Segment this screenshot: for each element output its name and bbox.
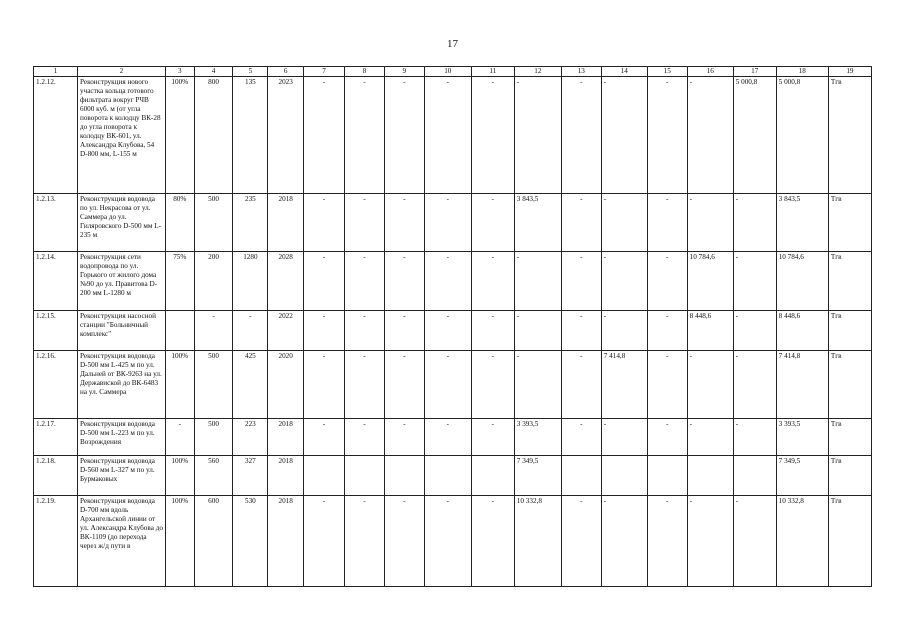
value-cell: - [601,77,647,194]
row-number-cell: 1.2.16. [34,351,78,419]
value-cell: 2018 [268,194,304,252]
value-cell: - [561,419,601,456]
column-number-4: 4 [194,67,233,77]
column-number-2: 2 [77,67,165,77]
value-cell [687,456,733,496]
value-cell: - [344,351,384,419]
value-cell: 5 000,8 [733,77,776,194]
value-cell: 10 784,6 [687,252,733,311]
value-cell: 235 [233,194,268,252]
value-cell: Тгв [828,311,871,351]
value-cell: - [233,311,268,351]
value-cell: - [601,252,647,311]
value-cell: - [561,194,601,252]
value-cell: - [561,496,601,587]
value-cell: 10 332,8 [776,496,828,587]
value-cell [601,456,647,496]
value-cell: - [733,311,776,351]
value-cell: - [344,194,384,252]
description-cell: Реконструкция водовода D-700 мм вдоль Архангельской линии от ул. Александра Клубова до ВК-1109 (до перехода через ж/д пути в [77,496,165,587]
column-number-6: 6 [268,67,304,77]
value-cell: - [384,496,424,587]
value-cell: - [647,194,687,252]
value-cell: 100% [165,496,194,587]
value-cell: - [384,419,424,456]
value-cell: - [647,311,687,351]
value-cell: - [424,252,471,311]
description-cell: Реконструкция сети водопровода по ул. Горького от жилого дома №90 до ул. Правитова D-200 мм L-1280 м [77,252,165,311]
table-row [34,419,872,456]
description-cell: Реконструкция водовода по ул. Некрасова от ул. Саммера до ул. Гиляровского D-500 мм L-235 м [77,194,165,252]
value-cell: 425 [233,351,268,419]
value-cell: - [471,77,514,194]
value-cell: - [561,351,601,419]
value-cell: - [471,496,514,587]
value-cell: 530 [233,496,268,587]
value-cell: - [471,351,514,419]
row-number-cell: 1.2.13. [34,194,78,252]
value-cell: 600 [194,496,233,587]
value-cell [384,456,424,496]
value-cell: 2022 [268,311,304,351]
value-cell: 135 [233,77,268,194]
column-number-16: 16 [687,67,733,77]
value-cell: - [471,194,514,252]
value-cell: - [687,419,733,456]
value-cell: 7 349,5 [514,456,561,496]
value-cell: - [304,311,345,351]
value-cell: 100% [165,456,194,496]
value-cell: Тгв [828,194,871,252]
column-number-10: 10 [424,67,471,77]
value-cell: - [647,496,687,587]
value-cell: - [471,252,514,311]
value-cell: - [561,252,601,311]
value-cell: 200 [194,252,233,311]
value-cell: 800 [194,77,233,194]
row-number-cell: 1.2.15. [34,311,78,351]
column-number-15: 15 [647,67,687,77]
description-cell: Реконструкция водовода D-500 мм L-223 м по ул. Возрождения [77,419,165,456]
description-cell: Реконструкция нового участка кольца готового фильтрата вокруг РЧВ 6000 куб. м (от угла поворота к колодцу ВК-28 до угла поворота к колодцу ВК-601, ул. Александра Клубова, 54 D-800 мм, L-155 м [77,77,165,194]
table-row [34,496,872,587]
value-cell: 1280 [233,252,268,311]
value-cell: - [647,252,687,311]
value-cell: - [165,419,194,456]
value-cell: 10 784,6 [776,252,828,311]
value-cell: 500 [194,351,233,419]
value-cell: Тгв [828,77,871,194]
table-row [34,252,872,311]
value-cell: - [344,419,384,456]
value-cell: - [733,419,776,456]
table-row [34,311,872,351]
page-number: 17 [447,38,458,50]
value-cell: 5 000,8 [776,77,828,194]
value-cell: 500 [194,419,233,456]
value-cell [344,456,384,496]
column-number-12: 12 [514,67,561,77]
value-cell: - [384,252,424,311]
value-cell: - [304,496,345,587]
column-number-11: 11 [471,67,514,77]
row-number-cell: 1.2.14. [34,252,78,311]
column-number-7: 7 [304,67,345,77]
value-cell: 3 843,5 [514,194,561,252]
value-cell: 7 414,8 [776,351,828,419]
value-cell: - [384,77,424,194]
value-cell [304,456,345,496]
column-number-3: 3 [165,67,194,77]
value-cell: - [304,351,345,419]
value-cell: Тгв [828,496,871,587]
description-cell: Реконструкция насосной станции "Больничный комплекс" [77,311,165,351]
value-cell: - [601,194,647,252]
value-cell [733,456,776,496]
value-cell: 7 414,8 [601,351,647,419]
value-cell: 2023 [268,77,304,194]
investment-program-table [33,66,872,587]
row-number-cell: 1.2.18. [34,456,78,496]
value-cell: Тгв [828,252,871,311]
value-cell: - [733,351,776,419]
value-cell: 2018 [268,456,304,496]
value-cell: - [514,252,561,311]
value-cell: - [601,496,647,587]
value-cell: - [384,351,424,419]
value-cell: - [647,77,687,194]
value-cell: Тгв [828,419,871,456]
column-number-1: 1 [34,67,78,77]
value-cell: - [344,311,384,351]
value-cell: 3 843,5 [776,194,828,252]
value-cell: 8 448,6 [776,311,828,351]
value-cell: - [601,419,647,456]
value-cell: - [344,252,384,311]
column-number-13: 13 [561,67,601,77]
value-cell: - [424,77,471,194]
value-cell: - [514,311,561,351]
column-number-8: 8 [344,67,384,77]
value-cell: Тгв [828,456,871,496]
value-cell: - [344,77,384,194]
value-cell: - [344,496,384,587]
row-number-cell: 1.2.12. [34,77,78,194]
value-cell: - [687,77,733,194]
table-row [34,351,872,419]
table-row [34,194,872,252]
value-cell: - [194,311,233,351]
value-cell: 223 [233,419,268,456]
value-cell: - [647,419,687,456]
column-number-row [34,67,872,77]
value-cell: - [424,496,471,587]
column-number-14: 14 [601,67,647,77]
value-cell: - [601,311,647,351]
value-cell: - [471,311,514,351]
value-cell: 2018 [268,419,304,456]
value-cell [165,311,194,351]
value-cell: - [733,252,776,311]
value-cell: 8 448,6 [687,311,733,351]
value-cell: - [304,194,345,252]
value-cell: 3 393,5 [776,419,828,456]
value-cell: - [687,194,733,252]
value-cell: 100% [165,77,194,194]
value-cell: 500 [194,194,233,252]
column-number-9: 9 [384,67,424,77]
row-number-cell: 1.2.17. [34,419,78,456]
value-cell: 75% [165,252,194,311]
column-number-19: 19 [828,67,871,77]
value-cell: 560 [194,456,233,496]
value-cell: - [514,77,561,194]
value-cell: 10 332,8 [514,496,561,587]
table-row [34,456,872,496]
value-cell: - [687,496,733,587]
value-cell: 327 [233,456,268,496]
description-cell: Реконструкция водовода D-560 мм L-327 м по ул. Бурмаковых [77,456,165,496]
value-cell [647,456,687,496]
value-cell: 3 393,5 [514,419,561,456]
value-cell: - [424,419,471,456]
value-cell: Тгв [828,351,871,419]
value-cell: 100% [165,351,194,419]
value-cell [561,456,601,496]
column-number-18: 18 [776,67,828,77]
value-cell: - [561,311,601,351]
value-cell: 7 349,5 [776,456,828,496]
value-cell: 2020 [268,351,304,419]
value-cell [471,456,514,496]
value-cell: - [687,351,733,419]
value-cell: - [424,194,471,252]
value-cell: 80% [165,194,194,252]
value-cell: - [424,351,471,419]
value-cell: - [304,252,345,311]
value-cell: - [304,419,345,456]
value-cell: 2028 [268,252,304,311]
description-cell: Реконструкция водовода D-500 мм L-425 м по ул. Дальней от ВК-9263 на ул. Державиской до ВК-6483 на ул. Саммера [77,351,165,419]
row-number-cell: 1.2.19. [34,496,78,587]
value-cell: - [471,419,514,456]
value-cell: - [384,311,424,351]
column-number-5: 5 [233,67,268,77]
value-cell [424,456,471,496]
value-cell: - [384,194,424,252]
table-row [34,77,872,194]
value-cell: - [733,496,776,587]
value-cell: - [424,311,471,351]
value-cell: - [514,351,561,419]
value-cell: - [304,77,345,194]
value-cell: - [561,77,601,194]
column-number-17: 17 [733,67,776,77]
table-body [34,77,872,587]
value-cell: 2018 [268,496,304,587]
value-cell: - [733,194,776,252]
value-cell: - [647,351,687,419]
